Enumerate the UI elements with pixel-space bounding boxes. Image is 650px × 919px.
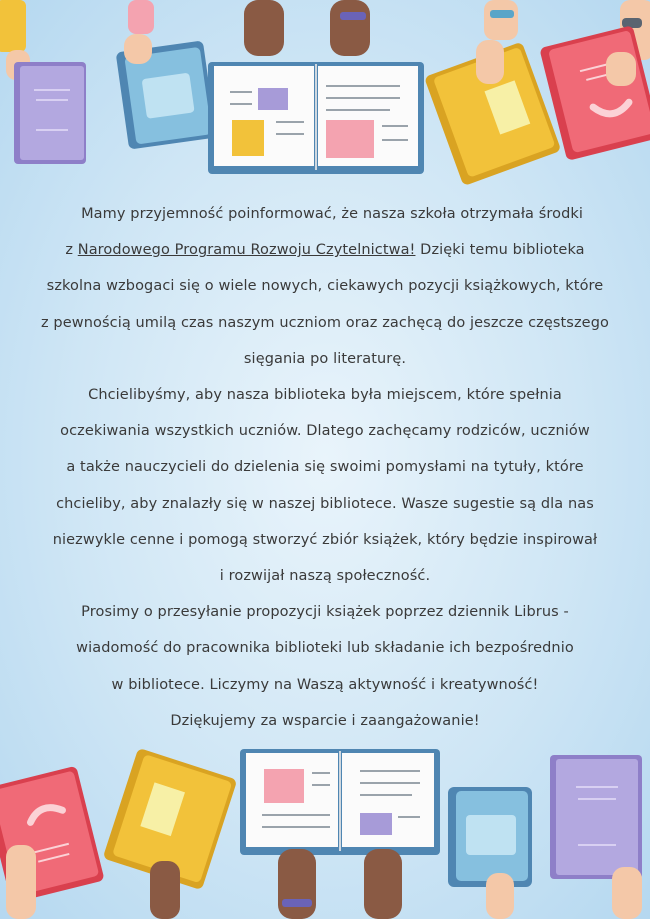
open-book-icon	[240, 749, 440, 919]
paragraph-2-line-5: niezwykle cenne i pomogą stworzyć zbiór książek, który będzie inspirował	[52, 531, 598, 548]
top-books-illustration	[0, 0, 650, 190]
blue-book-icon	[448, 787, 532, 919]
paragraph-2-line-1: Chcielibyśmy, aby nasza biblioteka była miejscem, które spełnia	[88, 387, 562, 404]
bottom-books-illustration	[0, 749, 650, 919]
paragraph-2-line-2: oczekiwania wszystkich uczniów. Dlatego zachęcamy rodziców, uczniów	[60, 423, 590, 440]
paragraph-3-line-3: w bibliotece. Liczymy na Waszą aktywność i kreatywność!	[111, 676, 539, 693]
paragraph-3-line-2: wiadomość do pracownika biblioteki lub składanie ich bezpośrednio	[76, 640, 574, 657]
paragraph-3-line-1: Prosimy o przesyłanie propozycji książek poprzez dziennik Librus -	[81, 604, 569, 621]
paragraph-2-line-6: i rozwijał naszą społeczność.	[219, 568, 431, 585]
blue-book-icon	[116, 0, 217, 150]
paragraph-1-line-1: Mamy przyjemność poinformować, że nasza szkoła otrzymała środki	[81, 206, 584, 222]
open-book-icon	[208, 0, 424, 174]
paragraph-1-line-5: sięgania po literaturę.	[243, 350, 407, 367]
yellow-book-icon	[103, 749, 238, 919]
paragraph-1-line-3: szkolna wzbogaci się o wiele nowych, ciekawych pozycji książkowych, które	[46, 278, 604, 295]
program-name-link[interactable]: Narodowego Programu Rozwoju Czytelnictwa!	[77, 242, 416, 259]
red-book-icon	[0, 766, 105, 919]
closing-line: Dziękujemy za wsparcie i zaangażowanie!	[170, 712, 480, 729]
purple-book-icon	[0, 0, 86, 164]
announcement-letter	[30, 196, 620, 739]
paragraph-2-line-3: a także nauczycieli do dzielenia się swoimi pomysłami na tytuły, które	[66, 459, 584, 476]
purple-book-icon	[550, 755, 642, 919]
paragraph-2-line-4: chcieliby, aby znalazły się w naszej bibliotece. Wasze sugestie są dla nas	[56, 495, 594, 512]
paragraph-1-line-4: z pewnością umilą czas naszym uczniom oraz zachęcą do jeszcze częstszego	[41, 314, 609, 331]
yellow-book-icon	[424, 0, 561, 186]
paragraph-1-line-2: z Narodowego Programu Rozwoju Czytelnictwa! Dzięki temu biblioteka	[65, 242, 585, 259]
